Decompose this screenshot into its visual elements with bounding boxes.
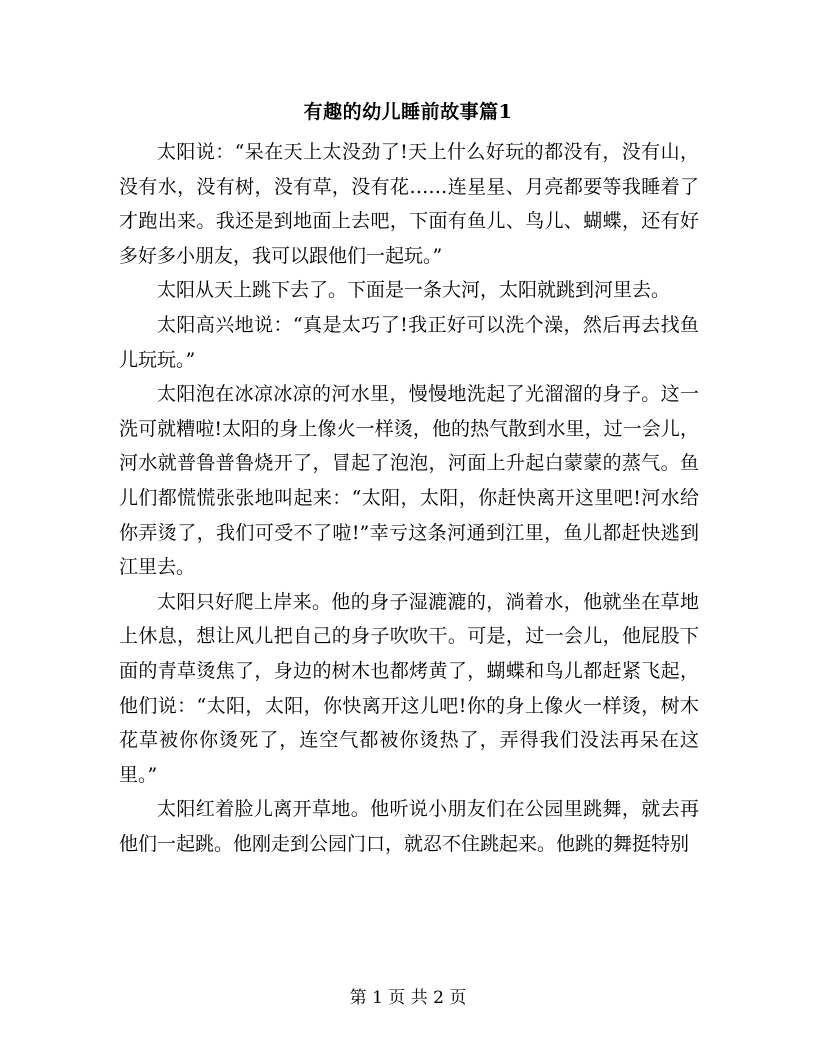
story-body [119,135,699,861]
paragraph: 太阳红着脸儿离开草地。他听说小朋友们在公园里跳舞，就去再他们一起跳。他刚走到公园门口，就忍不住跳起来。他跳的舞挺特别 [119,798,699,855]
paragraph: 太阳只好爬上岸来。他的身子湿漉漉的，淌着水，他就坐在草地上休息，想让风儿把自己的身子吹吹干。可是，过一会儿，他屁股下面的青草烫焦了，身边的树木也都烤黄了，蝴蝶和鸟儿都赶紧飞起，他们说：“太阳，太阳，你快离开这儿吧!你的身上像火一样烫，树木花草被你你烫死了，连空气都被你烫热了，弄得我们没法再呆在这里。” [119,590,699,786]
page-title: 有趣的幼儿睡前故事篇1 [303,101,513,123]
paragraph: 太阳高兴地说：“真是太巧了!我正好可以洗个澡，然后再去找鱼儿玩玩。” [119,313,699,371]
paragraph: 太阳说：“呆在天上太没劲了!天上什么好玩的都没有，没有山，没有水，没有树，没有草，没有花……连星星、月亮都要等我睡着了才跑出来。我还是到地面上去吧，下面有鱼儿、鸟儿、蝴蝶，还有好多好多小朋友，我可以跟他们一起玩。” [119,141,699,267]
paragraph: 太阳泡在冰凉冰凉的河水里，慢慢地洗起了光溜溜的身子。这一洗可就糟啦!太阳的身上像火一样烫，他的热气散到水里，过一会儿，河水就普鲁普鲁烧开了，冒起了泡泡，河面上升起白蒙蒙的蒸气。鱼儿们都慌慌张张地叫起来：“太阳，太阳，你赶快离开这里吧!河水给你弄烫了，我们可受不了啦!”幸亏这条河通到江里，鱼儿都赶快逃到江里去。 [119,383,699,579]
paragraph: 太阳从天上跳下去了。下面是一条大河，太阳就跳到河里去。 [157,279,671,302]
page-footer: 第 1 页 共 2 页 [349,988,467,1008]
